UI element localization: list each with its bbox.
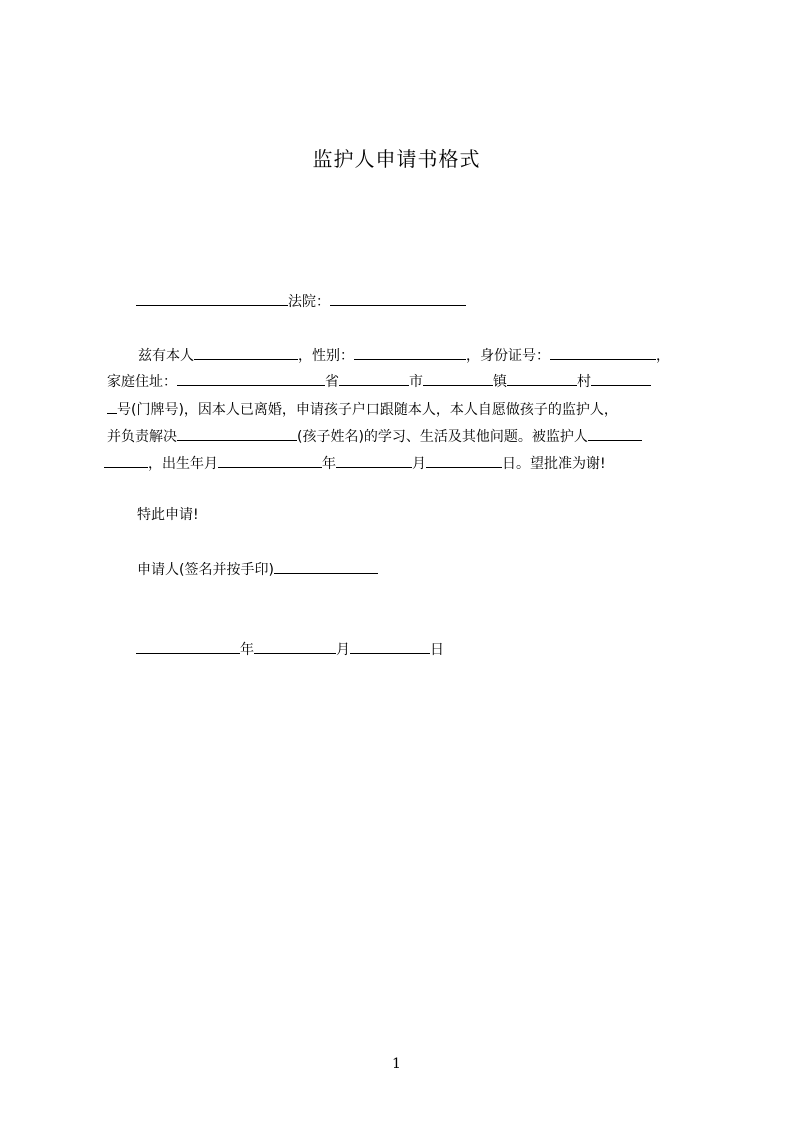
town-label: 镇 xyxy=(493,374,507,390)
court-name-blank[interactable] xyxy=(136,291,288,306)
province-label: 省 xyxy=(325,374,339,390)
court-recipient-blank[interactable] xyxy=(330,291,466,306)
date-month-label: 月 xyxy=(336,642,350,658)
date-line xyxy=(136,639,444,659)
province-blank[interactable] xyxy=(177,371,325,386)
ward-name-blank[interactable] xyxy=(588,426,642,441)
birth-month-blank[interactable] xyxy=(336,453,412,468)
house-number-blank[interactable] xyxy=(591,371,651,386)
village-blank[interactable] xyxy=(507,371,577,386)
applicant-signature-label: 申请人(签名并按手印) xyxy=(137,562,274,578)
id-number-label: ，身份证号： xyxy=(466,348,550,364)
applicant-intro-text: 兹有本人 xyxy=(138,348,194,364)
gender-label: ，性别： xyxy=(298,348,354,364)
town-blank[interactable] xyxy=(423,371,493,386)
city-label: 市 xyxy=(409,374,423,390)
applicant-signature-line xyxy=(137,559,378,579)
para1-line5 xyxy=(104,453,606,473)
house-number-blank-cont[interactable] xyxy=(107,399,117,414)
child-issues-text: (孩子姓名)的学习、生活及其他问题。被监护人 xyxy=(297,429,588,445)
divorce-statement: 号(门牌号)，因本人已离婚，申请孩子户口跟随本人，本人自愿做孩子的监护人， xyxy=(117,402,618,418)
signature-blank[interactable] xyxy=(274,559,378,574)
date-day-label: 日 xyxy=(430,642,444,658)
city-blank[interactable] xyxy=(339,371,409,386)
para1-line3 xyxy=(107,399,618,419)
birth-date-label: ，出生年月 xyxy=(148,456,218,472)
comma-text: ， xyxy=(656,348,670,364)
court-label: 法院： xyxy=(288,294,330,310)
applicant-name-blank[interactable] xyxy=(194,345,298,360)
date-day-blank[interactable] xyxy=(350,639,430,654)
date-year-label: 年 xyxy=(240,642,254,658)
birth-day-closing: 日。望批准为谢! xyxy=(502,456,606,472)
birth-year-label: 年 xyxy=(322,456,336,472)
para1-line1 xyxy=(138,345,670,365)
responsibility-text: 并负责解决 xyxy=(107,429,177,445)
id-number-blank[interactable] xyxy=(550,345,656,360)
court-line xyxy=(136,291,466,311)
date-year-blank[interactable] xyxy=(136,639,240,654)
address-label: 家庭住址： xyxy=(107,374,177,390)
birth-day-blank[interactable] xyxy=(426,453,502,468)
page-number: 1 xyxy=(392,1056,401,1072)
para1-line4 xyxy=(107,426,642,446)
ward-name-blank-cont[interactable] xyxy=(104,453,148,468)
child-name-blank[interactable] xyxy=(177,426,297,441)
para1-line2 xyxy=(107,371,651,391)
gender-blank[interactable] xyxy=(354,345,466,360)
document-title: 监护人申请书格式 xyxy=(312,147,481,171)
date-month-blank[interactable] xyxy=(254,639,336,654)
village-label: 村 xyxy=(577,374,591,390)
birth-year-blank[interactable] xyxy=(218,453,322,468)
birth-month-label: 月 xyxy=(412,456,426,472)
closing-statement: 特此申请! xyxy=(137,507,199,523)
